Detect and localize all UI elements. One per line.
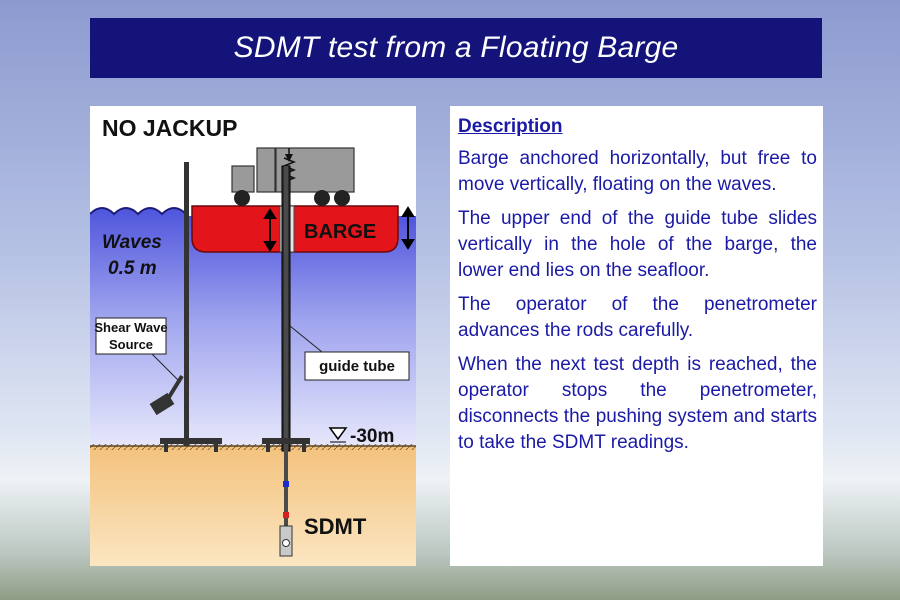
sdmt-membrane [283,540,290,547]
penetrometer-truck [232,148,354,206]
rod-marker-blue [283,481,289,487]
shear-label-line1: Shear Wave [94,320,168,335]
sdmt-label: SDMT [304,514,367,539]
title-bar [90,18,822,78]
description-panel [450,106,823,566]
description-paragraph: The upper end of the guide tube slides vertically in the hole of the barge, the lower end lies on the seafloor. [458,208,817,281]
shear-label-line2: Source [108,337,154,352]
description-heading: Description [458,116,563,137]
barge-label: BARGE [304,221,377,243]
depth-label: -30m [350,426,395,447]
rod-marker-red [283,512,289,518]
waves-label: Waves [102,232,162,253]
description-paragraph: Barge anchored horizontally, but free to move vertically, floating on the waves. [458,148,817,195]
diagram-heading: NO JACKUP [102,115,238,141]
push-rods [284,166,288,546]
source-mast [184,162,189,446]
barge-diagram [90,106,416,566]
waves-height: 0.5 m [108,258,157,279]
description-paragraph: When the next test depth is reached, the operator stops the penetrometer, disconnects the pushing system and starts to take the SDMT readings. [458,354,817,453]
slide-title: SDMT test from a Floating Barge [233,31,679,64]
guide-tube-label: guide tube [319,358,395,375]
description-paragraph: The operator of the penetrometer advances the rods carefully. [458,294,817,341]
diagram-panel [90,106,416,566]
soil-layer [90,446,416,566]
